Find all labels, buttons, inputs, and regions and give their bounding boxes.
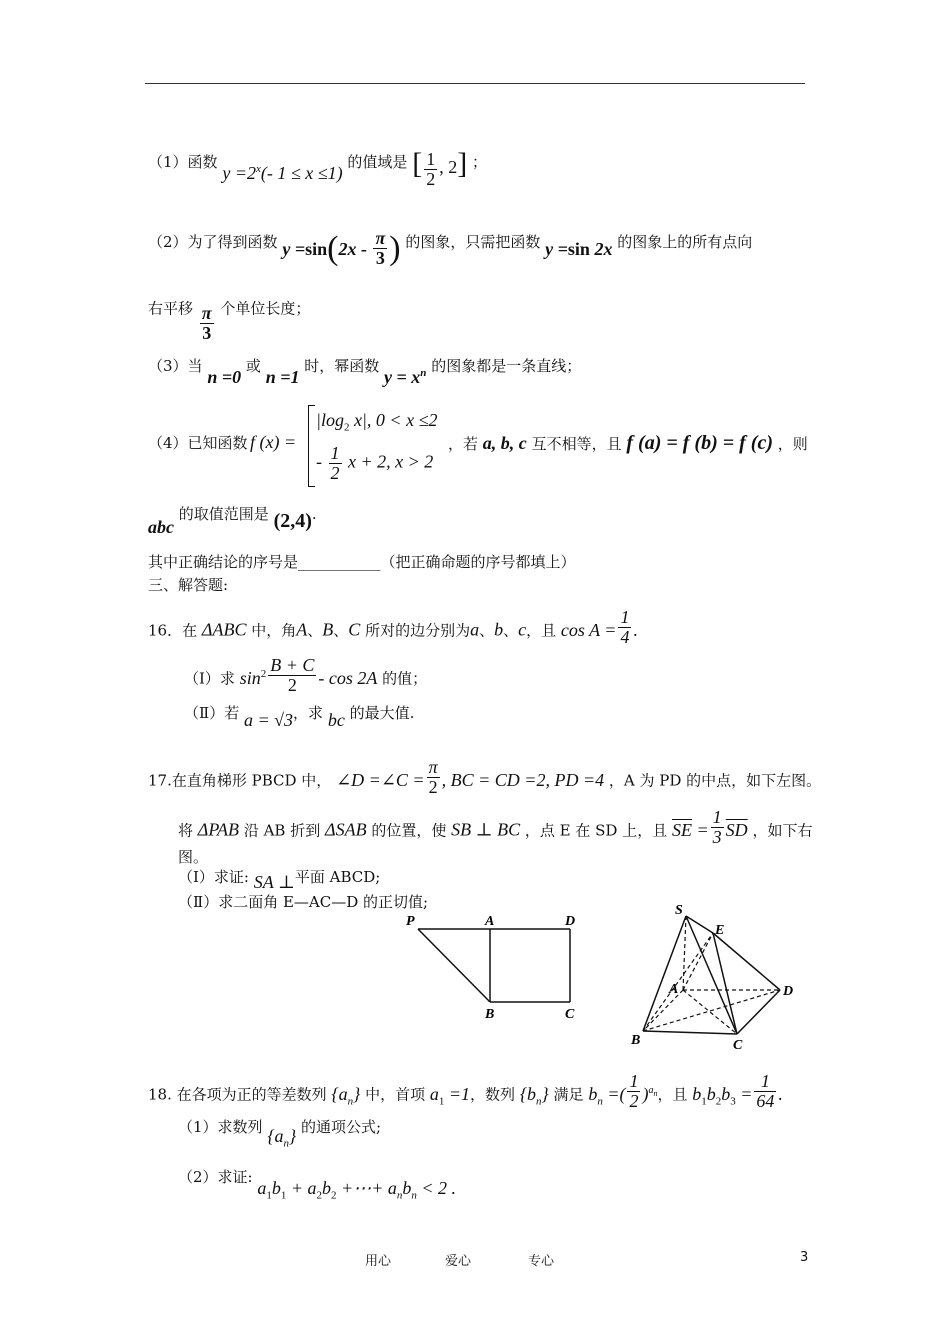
math-expr: $\{a_n\}$ <box>331 1083 361 1108</box>
math-expr: $\overline{SE}$ = $\frac{1}{3}$ $\overline{SD}$ <box>672 807 748 847</box>
label-C: C <box>565 1007 575 1022</box>
q16-p2-post: 的最大值. <box>349 704 415 722</box>
item-1-post: ； <box>471 153 487 171</box>
q16-part1 <box>184 655 428 699</box>
footer-left: 用心 <box>365 1254 392 1269</box>
math-expr: C <box>348 619 361 640</box>
segment-SB <box>643 916 686 1031</box>
segment-AC <box>683 990 737 1034</box>
math-expr: $|\log_2$ x|, 0 < x ≤2 <box>316 410 438 434</box>
math-expr: y =sin(2x - $\frac{\pi}{3}$ ) <box>282 228 401 269</box>
math-frac: $\frac{1}{2}$ <box>426 148 436 189</box>
q17-post: ，A 为 PD 的中点，如下左图。 <box>608 771 822 790</box>
q18-stem <box>148 1071 783 1115</box>
item-3-post: 的图象都是一条直线； <box>431 357 582 375</box>
item-3-pre: （3）当 <box>148 357 203 375</box>
math-expr: f (x) = <box>250 432 297 452</box>
math-expr: $b_n$ =( $\frac{1}{2}$ )$^{a_n}$ <box>588 1071 658 1111</box>
q17-p1-post: 平面 ABCD; <box>294 868 381 886</box>
q17-part2: （Ⅱ）求二面角 E—AC—D 的正切值; <box>178 893 429 911</box>
q16-p1-pre: （Ⅰ）求 <box>184 669 235 688</box>
item-4-post: ，则 <box>777 435 808 453</box>
segment-BC <box>643 1031 737 1034</box>
figure-pyramid <box>625 898 805 1053</box>
item-4-line2: abc 的取值范围是 (2,4). <box>148 505 317 537</box>
math-expr: abc <box>148 517 174 537</box>
math-expr: ∠D =∠C = $\frac{\pi}{2}$ , BC = CD =2, PD =4 <box>336 757 605 797</box>
item-2-line2-post: 个单位长度； <box>220 299 311 318</box>
math-expr: a = √3 <box>243 710 294 730</box>
segment-EC <box>713 933 737 1034</box>
section-heading: 三、解答题: <box>148 576 229 594</box>
math-expr: n =1 <box>265 367 300 387</box>
q18-p1-post: 的通项公式; <box>301 1118 382 1136</box>
label-B: B <box>485 1007 495 1022</box>
q16-part2 <box>184 702 415 730</box>
math-expr: SA ⊥ <box>253 872 295 892</box>
fill-blank-line: 其中正确结论的序号是___________（把正确命题的序号都填上） <box>148 553 576 571</box>
q18-p2-pre: （2）求证: <box>178 1168 253 1186</box>
q18-part2 <box>178 1166 456 1202</box>
math-expr: [ <box>412 147 423 180</box>
q16-t3: 、 <box>333 621 349 640</box>
q18-t3: 满足 <box>553 1085 584 1104</box>
math-expr: $a_1b_1 + a_2b_2$ +⋯+ $a_nb_n < 2$ . <box>257 1178 456 1202</box>
q16-t6: 、 <box>503 621 519 640</box>
item-4 <box>148 432 248 453</box>
math-expr: a, b, c <box>482 433 527 453</box>
header-rule <box>145 83 805 84</box>
item-3 <box>148 355 582 387</box>
math-expr: B <box>322 619 334 640</box>
math-expr: SB ⊥ BC <box>451 819 521 840</box>
q17-line3: 图。 <box>178 848 209 866</box>
math-expr: cos A = $\frac{1}{4}$ . <box>560 607 638 647</box>
math-expr: $\sin^2$ $\frac{B + C}{2}$ - cos 2A <box>239 655 378 695</box>
item-4-mid: ，若 <box>448 435 479 453</box>
math-expr: f (a) = f (b) = f (c) <box>626 432 773 454</box>
q17-l2-post: ，如下右 <box>752 821 813 840</box>
page-number: 3 <box>800 1250 809 1265</box>
math-expr: ΔSAB <box>325 819 367 840</box>
item-2-line2-pre: 右平移 <box>148 299 194 318</box>
q16-t4: 所对的边分别为 <box>365 621 471 640</box>
math-expr: $y =2^x(-$ 1 ≤ x ≤1) <box>222 163 343 183</box>
q17-l2-a: 沿 AB 折到 <box>243 821 321 840</box>
item-2-line2 <box>148 290 311 343</box>
item-4-mid2: 互不相等，且 <box>531 435 622 453</box>
item-3-mid2: 时，幂函数 <box>304 357 380 375</box>
item-4-line2-text: 的取值范围是 <box>178 505 269 523</box>
figure-trapezoid <box>400 908 600 1023</box>
q16-stem <box>148 607 638 651</box>
q16-t5: 、 <box>479 621 495 640</box>
q16-t1: 中，角 <box>251 621 297 640</box>
segment-PB <box>418 929 490 1002</box>
q18-pre: 18. 在各项为正的等差数列 <box>148 1085 327 1104</box>
label-A: A <box>485 914 495 929</box>
label-P: P <box>406 914 415 929</box>
math-expr: - $\frac{1}{2}$ x + 2, x > 2 <box>316 443 434 483</box>
item-2-pre: （2）为了得到函数 <box>148 233 278 251</box>
footer-mid: 爱心 <box>445 1254 472 1269</box>
q16-t7: ，且 <box>526 621 557 640</box>
q16-p1-post: 的值； <box>382 669 428 688</box>
q18-part1 <box>178 1116 382 1150</box>
q16-t2: 、 <box>307 621 323 640</box>
item-1-pre: （1）函数 <box>148 153 218 171</box>
q17-l2-b: 的位置，使 <box>371 821 447 840</box>
math-expr: bc <box>327 710 345 730</box>
q17-l2-pre: 将 <box>178 821 194 840</box>
math-expr: y =sin 2x <box>545 239 613 259</box>
segment-ED <box>713 933 780 990</box>
label-C: C <box>733 1038 743 1053</box>
item-2-mid: 的图象，只需把函数 <box>405 233 541 251</box>
footer-right: 专心 <box>528 1254 555 1269</box>
item-4-rest <box>448 432 808 455</box>
math-expr: ΔPAB <box>197 819 240 840</box>
label-D: D <box>783 984 794 999</box>
math-expr: $\{b_n\}$ <box>519 1083 549 1108</box>
q16-pre: 16．在 <box>148 621 198 640</box>
math-expr: $y = x^n$ <box>384 367 427 387</box>
math-expr: $\{a_n\}$ <box>267 1126 297 1150</box>
math-expr: n =0 <box>207 367 242 387</box>
q17-l2-c: ，点 E 在 SD 上，且 <box>524 821 668 840</box>
math-expr: c <box>518 619 527 640</box>
math-expr: $a_1 =1$ <box>429 1083 471 1108</box>
item-2 <box>148 218 753 269</box>
label-S: S <box>675 903 683 918</box>
q17-pre: 17.在直角梯形 PBCD 中， <box>148 771 332 790</box>
item-3-mid1: 或 <box>245 357 261 375</box>
q17-line2 <box>178 807 813 851</box>
q16-p2-mid: ，求 <box>293 704 324 722</box>
math-expr: (2,4) <box>273 510 312 532</box>
math-expr: a <box>470 619 480 640</box>
segment-SA <box>683 916 686 990</box>
math-expr: b <box>494 619 504 640</box>
q17-stem <box>148 757 822 801</box>
item-1: （1）函数 $y =2^x(-$ 1 ≤ x ≤1) 的值域是 [ $\frac{1}{2}$ , 2] ； <box>148 147 487 189</box>
q18-p1-pre: （1）求数列 <box>178 1118 263 1136</box>
item-2-post: 的图象上的所有点向 <box>617 233 753 251</box>
math-expr: A <box>296 619 308 640</box>
q18-t1: 中，首项 <box>365 1085 426 1104</box>
segment-AE <box>683 933 713 990</box>
label-E: E <box>715 923 725 938</box>
q17-p1-pre: （Ⅰ）求证: <box>178 868 249 886</box>
math-expr: $b_1b_2b_3$ = $\frac{1}{64}$ . <box>692 1071 783 1111</box>
item-4-pre: （4）已知函数 <box>148 434 248 452</box>
q16-p2-pre: （Ⅱ）若 <box>184 704 240 722</box>
label-A: A <box>669 982 679 997</box>
math-expr: ΔABC <box>201 619 247 640</box>
q18-t2: ，数列 <box>470 1085 516 1104</box>
label-D: D <box>565 914 576 929</box>
q18-t4: ，且 <box>657 1085 688 1104</box>
item-1-mid: 的值域是 <box>347 153 408 171</box>
math-frac: $\frac{\pi}{3}$ <box>201 303 212 343</box>
piecewise-brace <box>308 405 315 487</box>
label-B: B <box>631 1033 641 1048</box>
q17-part1 <box>178 866 381 892</box>
